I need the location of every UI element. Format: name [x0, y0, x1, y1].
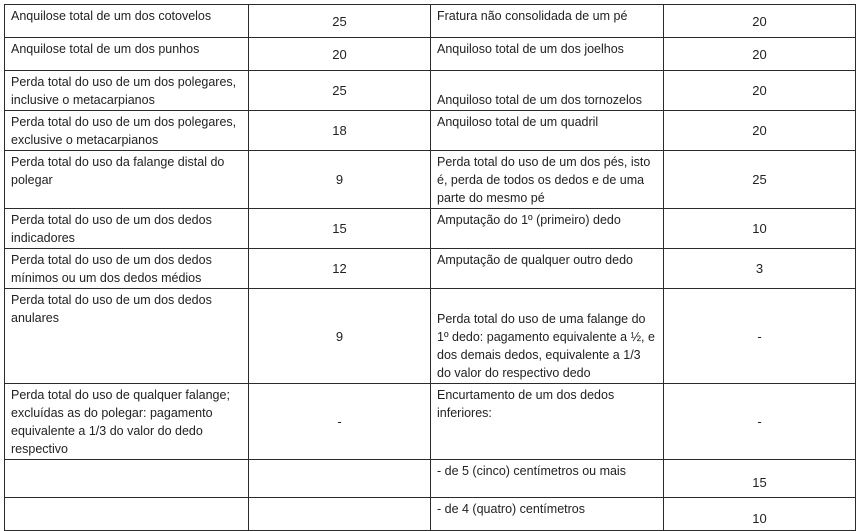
left-percentage-cell: 12 — [249, 249, 431, 289]
right-description-cell: Amputação do 1º (primeiro) dedo — [431, 209, 664, 249]
right-percentage-cell: - — [664, 384, 856, 460]
right-description-cell: - de 4 (quatro) centímetros — [431, 498, 664, 531]
right-percentage-cell: 25 — [664, 151, 856, 209]
right-percentage-cell: 20 — [664, 5, 856, 38]
left-percentage-cell — [249, 498, 431, 531]
table-row — [5, 498, 856, 531]
table-row — [5, 384, 856, 460]
right-percentage-cell: 10 — [664, 209, 856, 249]
left-percentage-cell: 9 — [249, 289, 431, 384]
left-description-cell: Perda total do uso de um dos dedos indicadores — [5, 209, 249, 249]
table-row — [5, 151, 856, 209]
right-description-cell: Perda total do uso de uma falange do 1º dedo: pagamento equivalente a ½, e dos demais dedos, equivalente a 1/3 do valor do respectivo dedo — [431, 289, 664, 384]
left-percentage-cell: 20 — [249, 38, 431, 71]
left-description-cell: Perda total do uso de qualquer falange; excluídas as do polegar: pagamento equivalente a 1/3 do valor do dedo respectivo — [5, 384, 249, 460]
right-percentage-cell: - — [664, 289, 856, 384]
indemnity-table-wrapper — [4, 4, 856, 531]
left-description-cell — [5, 498, 249, 531]
left-percentage-cell: 18 — [249, 111, 431, 151]
right-description-cell: Anquiloso total de um quadril — [431, 111, 664, 151]
right-percentage-cell: 3 — [664, 249, 856, 289]
left-description-cell: Perda total do uso da falange distal do polegar — [5, 151, 249, 209]
table-row — [5, 249, 856, 289]
left-percentage-cell — [249, 460, 431, 498]
left-percentage-cell: 9 — [249, 151, 431, 209]
right-description-cell: Fratura não consolidada de um pé — [431, 5, 664, 38]
right-percentage-cell: 20 — [664, 71, 856, 111]
left-description-cell: Perda total do uso de um dos dedos mínimos ou um dos dedos médios — [5, 249, 249, 289]
table-row — [5, 71, 856, 111]
right-percentage-cell: 10 — [664, 498, 856, 531]
table-row — [5, 111, 856, 151]
right-percentage-cell: 20 — [664, 111, 856, 151]
left-percentage-cell: 15 — [249, 209, 431, 249]
table-row — [5, 5, 856, 38]
left-percentage-cell: - — [249, 384, 431, 460]
left-percentage-cell: 25 — [249, 5, 431, 38]
left-description-cell: Perda total do uso de um dos polegares, inclusive o metacarpianos — [5, 71, 249, 111]
left-percentage-cell: 25 — [249, 71, 431, 111]
left-description-cell — [5, 460, 249, 498]
indemnity-table — [4, 4, 856, 531]
right-description-cell: Encurtamento de um dos dedos inferiores: — [431, 384, 664, 460]
left-description-cell: Perda total do uso de um dos polegares, exclusive o metacarpianos — [5, 111, 249, 151]
right-description-cell: Anquiloso total de um dos joelhos — [431, 38, 664, 71]
left-description-cell: Anquilose total de um dos cotovelos — [5, 5, 249, 38]
left-description-cell: Perda total do uso de um dos dedos anulares — [5, 289, 249, 384]
right-description-cell: Amputação de qualquer outro dedo — [431, 249, 664, 289]
right-description-cell: Perda total do uso de um dos pés, isto é, perda de todos os dedos e de uma parte do mesmo pé — [431, 151, 664, 209]
right-description-cell: Anquiloso total de um dos tornozelos — [431, 71, 664, 111]
table-row — [5, 289, 856, 384]
right-percentage-cell: 20 — [664, 38, 856, 71]
right-description-cell: - de 5 (cinco) centímetros ou mais — [431, 460, 664, 498]
table-row — [5, 209, 856, 249]
left-description-cell: Anquilose total de um dos punhos — [5, 38, 249, 71]
table-row — [5, 38, 856, 71]
table-row — [5, 460, 856, 498]
right-percentage-cell: 15 — [664, 460, 856, 498]
